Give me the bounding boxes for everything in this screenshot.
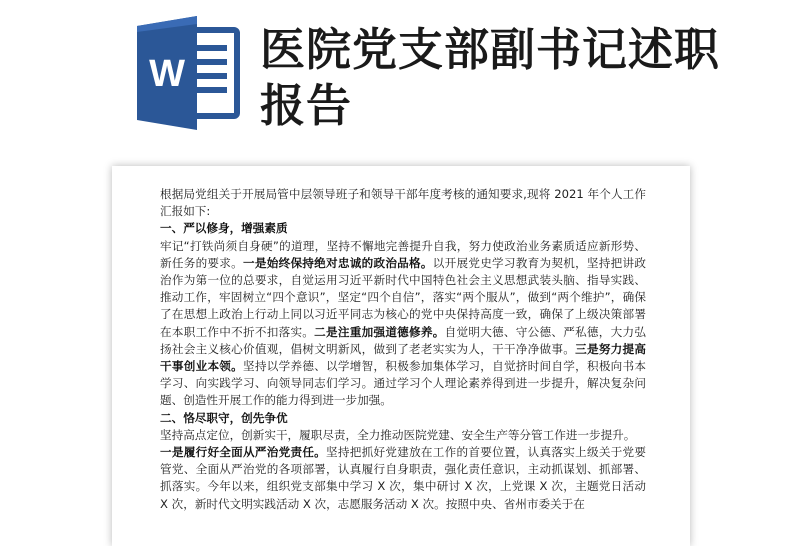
bold-text-run: 三是努力提高干事创业本领。: [160, 341, 646, 374]
bold-text-run: 二是注重加强道德修养。: [314, 324, 445, 339]
header-banner: [0, 0, 800, 160]
text-run: 自觉明大德、守公德、严私德，大力弘扬社会主义核心价值观，倡树文明新风，做到了老老实实为人，干干净净做事。: [160, 324, 646, 356]
bold-text-run: 二、恪尽职守，创先争优: [160, 410, 288, 425]
text-run: 坚持高点定位，创新实干，履职尽责，全力推动医院党建、安全生产等分管工作进一步提升。: [160, 427, 636, 442]
text-run: 坚持以学养德、以学增智，积极参加集体学习，自觉挤时间自学，积极向书本学习、向实践学习、向领导同志们学习。通过学习个人理论素养得到进一步提升，解决复杂问题、创造性开展工作的能力得到进一步加强。: [160, 359, 646, 408]
bold-text-run: 一是始终保持绝对忠诚的政治品格。: [243, 255, 433, 270]
paragraph: [160, 444, 646, 513]
paragraph: [160, 410, 646, 427]
text-run: 坚持把抓好党建放在工作的首要位置，认真落实上级关于党要管党、全面从严治党的各项部署，认真履行自身职责，强化责任意识，主动抓谋划、抓部署、抓落实。今年以来，组织党支部集中学习 X 次，集中研讨 X 次，上党课 X 次，主题党日活动 X 次，新时代文明实践活动 X 次，志愿服务活动 X 次。按照中央、省州市委关于在: [160, 445, 646, 511]
bold-text-run: 一是履行好全面从严治党责任。: [160, 445, 327, 460]
text-run: 牢记“打铁尚须自身硬”的道理，坚持不懈地完善提升自我，努力使政治业务素质适应新形势、新任务的要求。: [160, 238, 646, 270]
word-icon: [133, 16, 243, 130]
bold-text-run: 一、严以修身，增强素质: [160, 221, 288, 236]
page-title: 医院党支部副书记述职报告: [260, 23, 721, 132]
text-run: 根据局党组关于开展局管中层领导班子和领导干部年度考核的通知要求,现将 2021 年个人工作汇报如下:: [160, 187, 646, 219]
paragraph: [160, 220, 646, 237]
document-body: [160, 186, 646, 513]
paragraph: [160, 238, 646, 410]
svg-text:W: W: [149, 53, 185, 95]
paragraph: [160, 186, 646, 220]
text-run: 以开展党史学习教育为契机，坚持把讲政治作为第一位的总要求，自觉运用习近平新时代中国特色社会主义思想武装头脑、指导实践、推动工作，牢固树立“四个意识”，坚定“四个自信”，落实“两个服从”，做到“两个维护”，确保了在思想上政治上行动上同以习近平同志为核心的党中央保持高度一致，确保了上级决策部署在本职工作中不折不扣落实。: [160, 255, 646, 339]
paragraph: [160, 427, 646, 444]
